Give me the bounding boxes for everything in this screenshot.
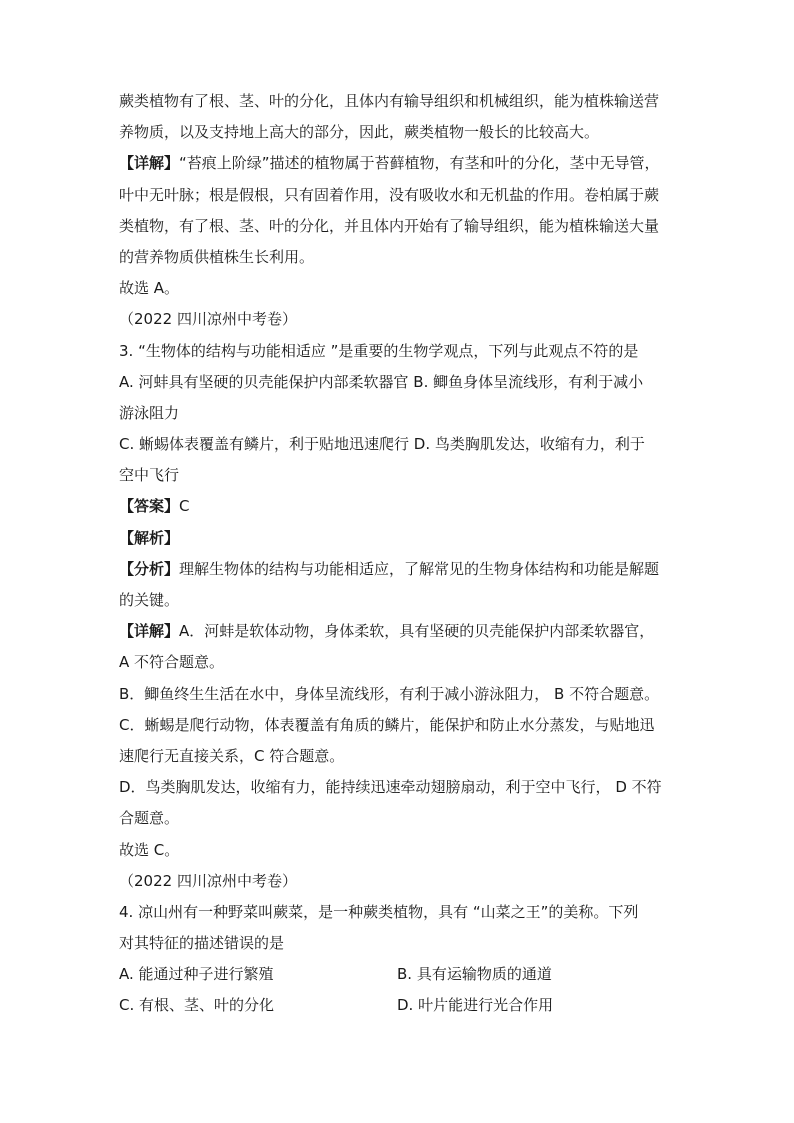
option-b: B. 具有运输物质的通道 xyxy=(397,965,552,984)
detail-text: “苔痕上阶绿”描述的植物属于苔藓植物，有茎和叶的分化，茎中无导管， xyxy=(179,154,660,173)
answer-tag: 【答案】 xyxy=(119,497,180,516)
option-line: A. 河蚌具有坚硬的贝壳能保护内部柔软器官 B. 鲫鱼身体呈流线形，有利于减小 xyxy=(119,372,644,391)
text-line: 叶中无叶脉；根是假根，只有固着作用，没有吸收水和无机盐的作用。卷柏属于蕨 xyxy=(119,185,660,204)
question-stem: 3. “生物体的结构与功能相适应 ”是重要的生物学观点，下列与此观点不符的是 xyxy=(119,341,639,360)
option-line: 空中飞行 xyxy=(119,466,180,485)
question-source: （2022 四川凉州中考卷） xyxy=(119,310,297,329)
text-line: B．鲫鱼终生生活在水中，身体呈流线形，有利于减小游泳阻力， B 不符合题意。 xyxy=(119,684,660,703)
detail-tag: 【详解】 xyxy=(119,154,180,173)
text-line: 蕨类植物有了根、茎、叶的分化，且体内有输导组织和机械组织，能为植株输送营 xyxy=(119,92,660,110)
analysis-tag: 【解析】 xyxy=(119,528,180,547)
text-line: 类植物，有了根、茎、叶的分化，并且体内开始有了输导组织，能为植株输送大量 xyxy=(119,216,660,235)
answer-value: C xyxy=(179,497,190,516)
option-c: C. 有根、茎、叶的分化 xyxy=(119,996,275,1015)
fenxi-line xyxy=(119,554,679,585)
option-row xyxy=(119,990,679,1021)
document-page xyxy=(119,86,679,1022)
conclusion: 故选 A。 xyxy=(119,279,180,298)
text-line: 养物质，以及支持地上高大的部分，因此，蕨类植物一般长的比较高大。 xyxy=(119,123,600,142)
question-stem: 对其特征的描述错误的是 xyxy=(119,934,285,953)
fenxi-tag: 【分析】 xyxy=(119,559,180,578)
text-line: 合题意。 xyxy=(119,809,180,828)
fenxi-text: 理解生物体的结构与功能相适应，了解常见的生物身体结构和功能是解题 xyxy=(179,559,660,578)
detail-tag: 【详解】 xyxy=(119,622,180,641)
option-line: 游泳阻力 xyxy=(119,403,180,422)
text-line: C．蜥蜴是爬行动物，体表覆盖有角质的鳞片，能保护和防止水分蒸发，与贴地迅 xyxy=(119,715,655,734)
conclusion: 故选 C。 xyxy=(119,840,180,859)
option-a: A. 能通过种子进行繁殖 xyxy=(119,965,274,984)
option-row xyxy=(119,959,679,990)
text-line: D．鸟类胸肌发达，收缩有力，能持续迅速牵动翅膀扇动，利于空中飞行， D 不符 xyxy=(119,778,662,797)
q3-detail-line xyxy=(119,616,679,647)
text-line: A 不符合题意。 xyxy=(119,653,225,672)
question-source: （2022 四川凉州中考卷） xyxy=(119,871,297,890)
text-line: 的关键。 xyxy=(119,591,180,609)
option-d: D. 叶片能进行光合作用 xyxy=(397,996,554,1015)
question-stem: 4. 凉山州有一种野菜叫蕨菜，是一种蕨类植物，具有 “山菜之王”的美称。下列 xyxy=(119,902,639,921)
text-line: 速爬行无直接关系，C 符合题意。 xyxy=(119,746,345,765)
text-line: 的营养物质供植株生长利用。 xyxy=(119,247,315,266)
q2-detail-line xyxy=(119,148,679,179)
detail-text: A．河蚌是软体动物，身体柔软，具有坚硬的贝壳能保护内部柔软器官， xyxy=(179,622,655,641)
option-line: C. 蜥蜴体表覆盖有鳞片，利于贴地迅速爬行 D. 鸟类胸肌发达，收缩有力，利于 xyxy=(119,435,645,454)
answer-line xyxy=(119,491,679,522)
